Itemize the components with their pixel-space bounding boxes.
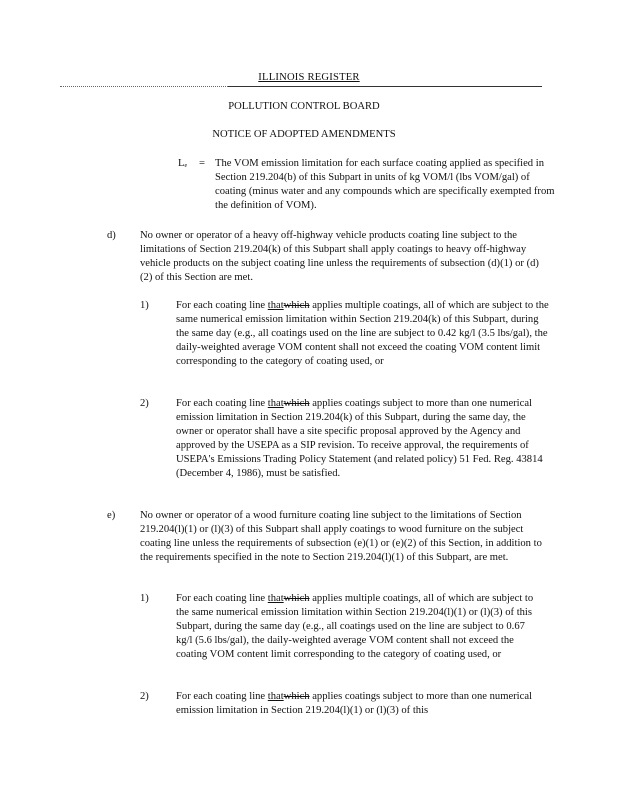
- section-d-item-1-label: 1): [140, 300, 149, 311]
- section-e-item-2-text: For each coating line thatwhich applies coatings subject to more than one numerical emission limitation in Section 219.204(l)(1) or (l)(3) of this: [176, 691, 532, 717]
- deleted-word: which: [283, 593, 310, 604]
- section-e-item-2-label: 2): [140, 691, 149, 702]
- section-e-label: e): [107, 510, 116, 521]
- inserted-word: that: [267, 300, 284, 311]
- section-d-item-2-text: For each coating line thatwhich applies coatings subject to more than one numerical emission limitation in Section 219.204(k) of this Subpart, during the same day, the owner or operator shall have a site specific proposal approved by the Agency and approved by the USEPA as a SIP revision. To receive approval, the requirements of USEPA's Emissions Trading Policy Statement (and related policy) 51 Fed. Reg. 43814 (December 4, 1986), must be satisfied.: [176, 398, 543, 480]
- section-d-item-1-text: For each coating line thatwhich applies multiple coatings, all of which are subject to the same numerical emission limitation within Section 219.204(k) of this Subpart, during the same day (e.g., all coatings used on the line are subject to 0.42 kg/l (3.5 lbs/gal), the daily-weighted average VOM content shall not exceed the coating VOM content limit corresponding to the category of coating used, or: [176, 300, 549, 368]
- section-e-text: No owner or operator of a wood furniture coating line subject to the limitations of Section 219.204(l)(1) or (l)(3) of this Subpart shall apply coatings to wood furniture on the subject coating line unless the requirements of subsection (e)(1) or (e)(2) of this Section, in addition to the requirements specified in the note to Section 219.204(l)(1) of this Subpart, are met.: [140, 510, 542, 564]
- section-d-label: d): [107, 230, 116, 241]
- section-e-item-1-label: 1): [140, 593, 149, 604]
- board-title: POLLUTION CONTROL BOARD: [228, 101, 380, 112]
- deleted-word: which: [283, 691, 310, 702]
- inserted-word: that: [267, 691, 284, 702]
- deleted-word: which: [283, 300, 310, 311]
- notice-title: NOTICE OF ADOPTED AMENDMENTS: [212, 129, 396, 140]
- inserted-word: that: [267, 593, 284, 604]
- section-e-item-1-text: For each coating line thatwhich applies multiple coatings, all of which are subject to the same numerical emission limitation within Section 219.204(l)(1) or (l)(3) of this Subpart, during the same day (e.g., all coatings used on the line are subject to 0.67 kg/l (5.6 lbs/gal), the daily-weighted average VOM content shall not exceed the coating VOM content limit corresponding to the category of coating used, or: [176, 593, 534, 661]
- section-d-item-2-label: 2): [140, 398, 149, 409]
- inserted-word: that: [267, 398, 284, 409]
- register-title: ILLINOIS REGISTER: [258, 72, 360, 83]
- definition-equals: =: [199, 158, 205, 169]
- definition-text: The VOM emission limitation for each surface coating applied as specified in Section 219.204(b) of this Subpart in units of kg VOM/l (lbs VOM/gal) of coating (minus water and any compounds which are specifically exempted from the definition of VOM).: [215, 158, 555, 212]
- section-d-text: No owner or operator of a heavy off-highway vehicle products coating line subject to the limitations of Section 219.204(k) of this Subpart shall apply coatings to heavy off-highway vehicle products on the subject coating line unless the requirements of subsection (d)(1) or (d)(2) of this Section are met.: [140, 230, 539, 284]
- definition-symbol: Lₑ: [178, 158, 188, 169]
- deleted-word: which: [283, 398, 310, 409]
